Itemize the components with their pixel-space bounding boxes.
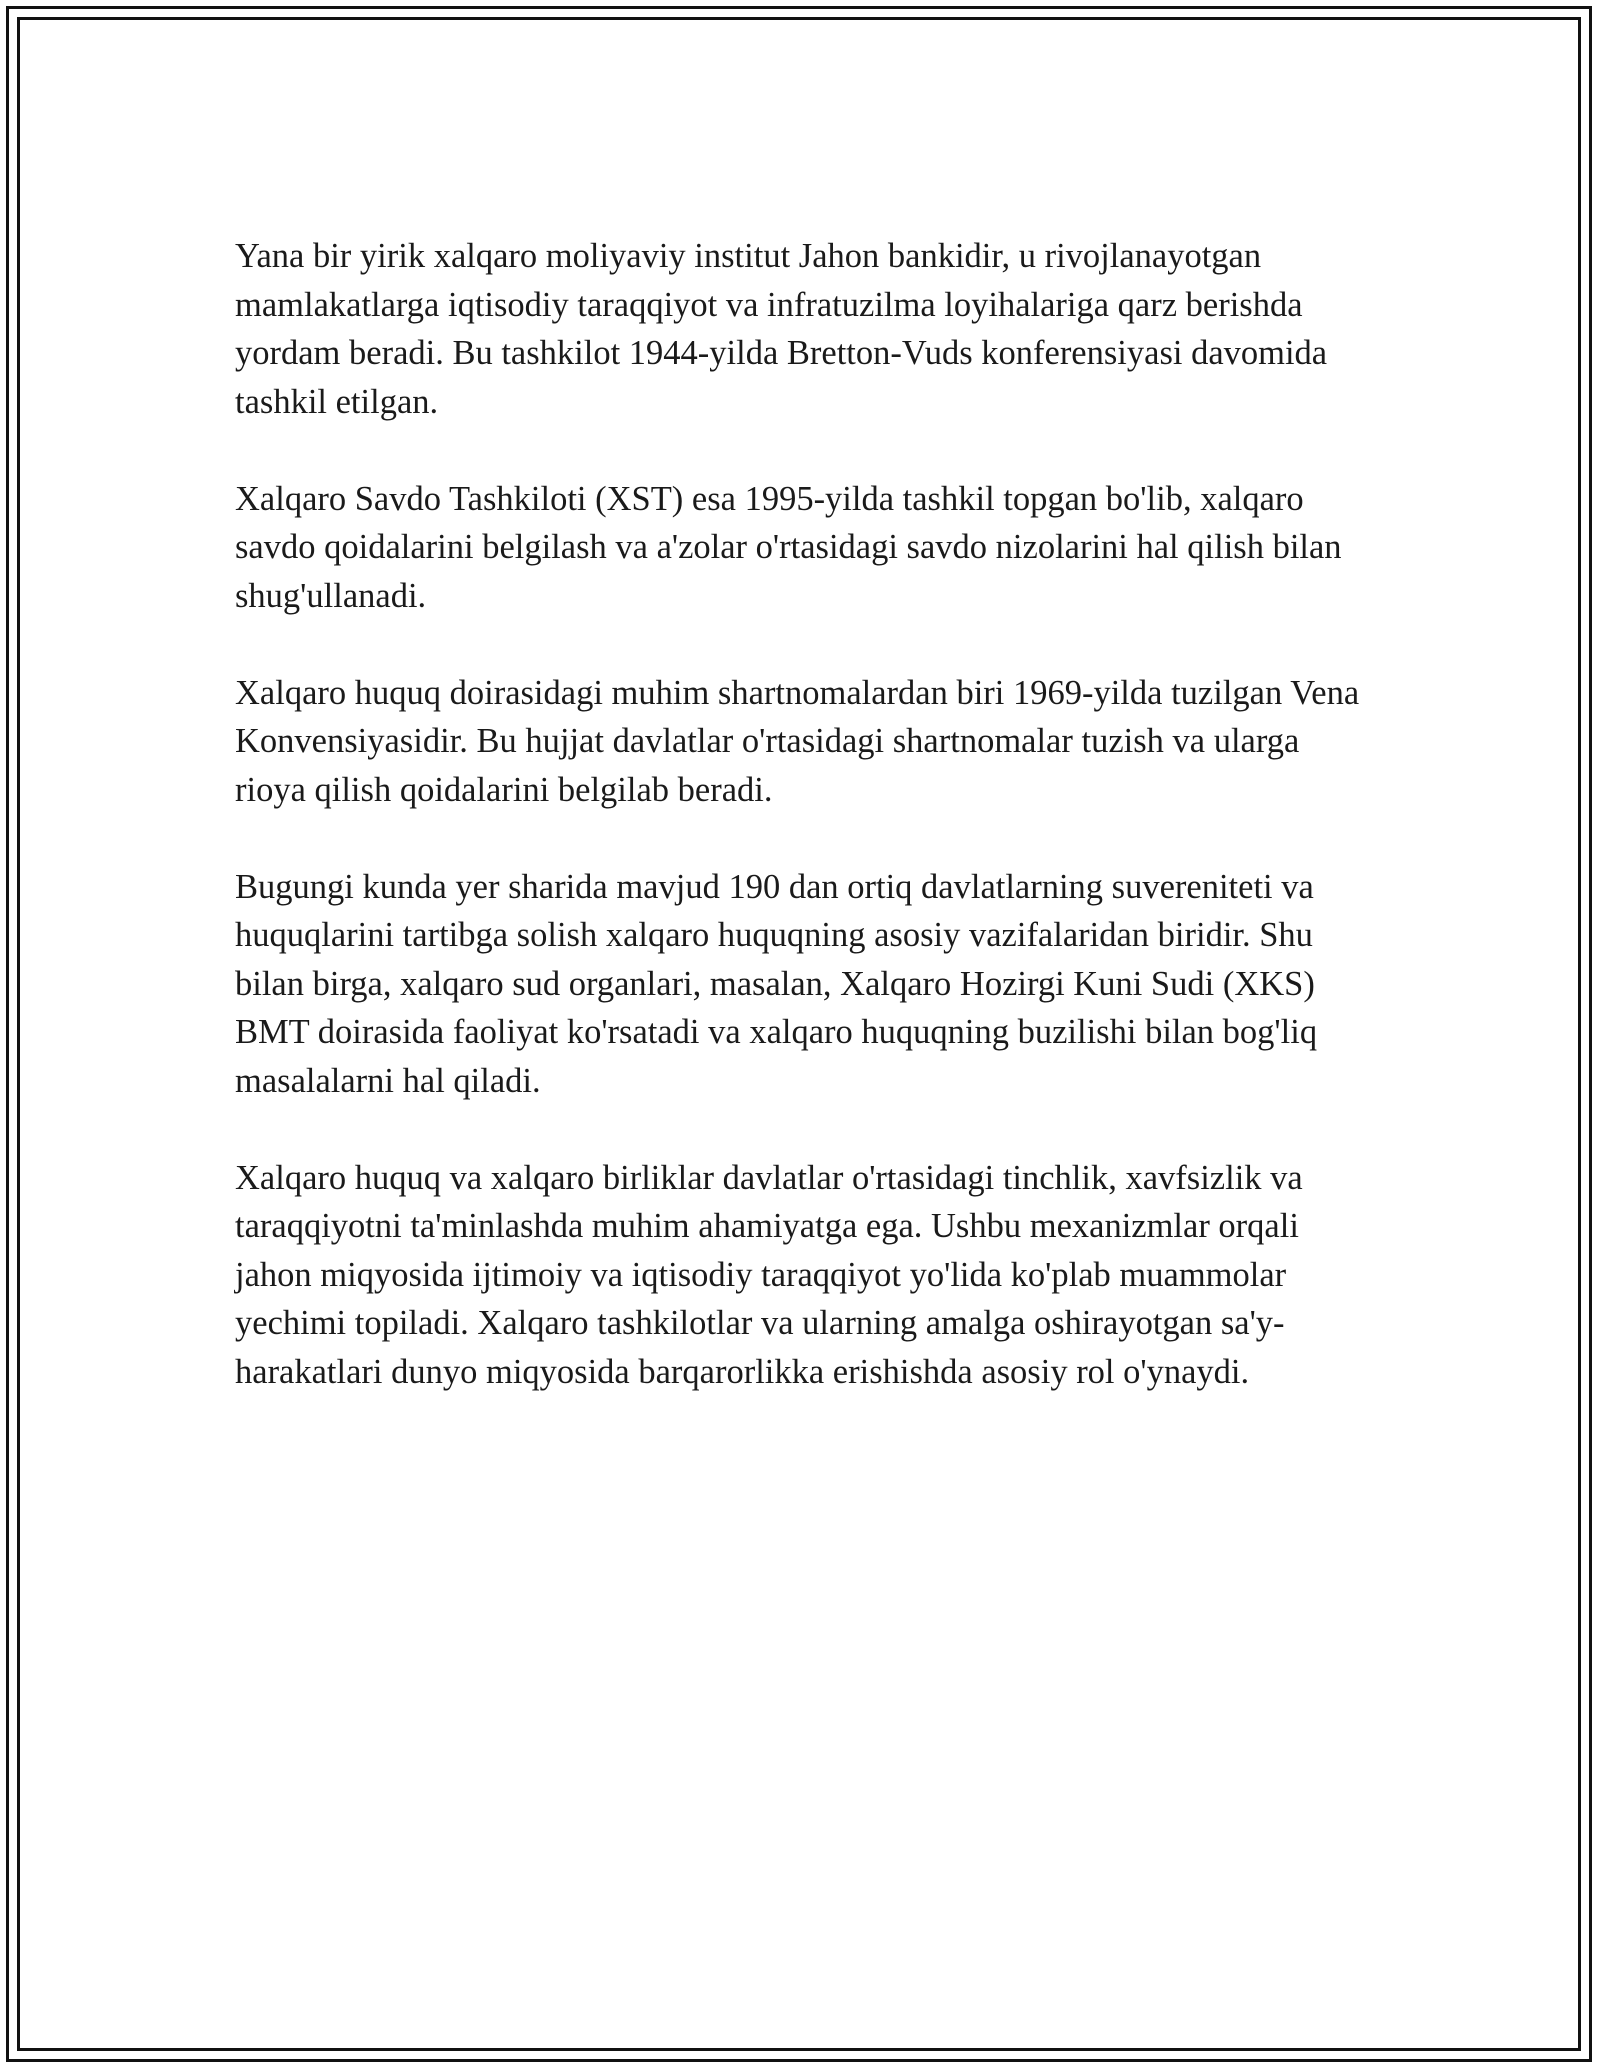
paragraph-conclusion: Xalqaro huquq va xalqaro birliklar davlatlar o'rtasidagi tinchlik, xavfsizlik va taraqqiyotni ta'minlashda muhim ahamiyatga ega. Ushbu mexanizmlar orqali jahon miqyosida ijtimoiy va iqtisodiy taraqqiyot yo'lida ko'plab muammolar yechimi topiladi. Xalqaro tashkilotlar va ularning amalga oshirayotgan sa'y-harakatlari dunyo miqyosida barqarorlikka erishishda asosiy rol o'ynaydi.: [235, 1158, 1303, 1391]
document-body: [235, 232, 1365, 1445]
paragraph-sovereignty: Bugungi kunda yer sharida mavjud 190 dan ortiq davlatlarning suvereniteti va huquqlarini tartibga solish xalqaro huquqning asosiy vazifalaridan biridir. Shu bilan birga, xalqaro sud organlari, masalan, Xalqaro Hozirgi Kuni Sudi (XKS) BMT doirasida faoliyat ko'rsatadi va xalqaro huquqning buzilishi bilan bog'liq masalalarni hal qiladi.: [235, 867, 1318, 1100]
paragraph-vienna-convention: Xalqaro huquq doirasidagi muhim shartnomalardan biri 1969-yilda tuzilgan Vena Konvensiyasidir. Bu hujjat davlatlar o'rtasidagi shartnomalar tuzish va ularga rioya qilish qoidalarini belgilab beradi.: [235, 673, 1360, 809]
paragraph-world-bank: Yana bir yirik xalqaro moliyaviy institut Jahon bankidir, u rivojlanayotgan mamlakatlarga iqtisodiy taraqqiyot va infratuzilma loyihalariga qarz berishda yordam beradi. Bu tashkilot 1944-yilda Bretton-Vuds konferensiyasi davomida tashkil etilgan.: [235, 237, 1328, 421]
paragraph-wto: Xalqaro Savdo Tashkiloti (XST) esa 1995-yilda tashkil topgan bo'lib, xalqaro savdo qoidalarini belgilash va a'zolar o'rtasidagi savdo nizolarini hal qilish bilan shug'ullanadi.: [235, 479, 1342, 615]
